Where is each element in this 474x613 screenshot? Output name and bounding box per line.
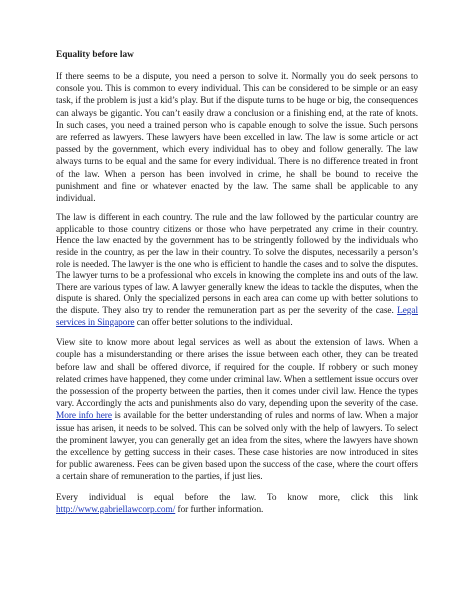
paragraph-4-text: Every individual is equal before the law. To know more, click this link — [56, 492, 418, 503]
document-title: Equality before law — [56, 50, 134, 60]
gabriellawcorp-link[interactable]: http://www.gabriellawcorp.com/ — [56, 504, 176, 515]
paragraph-4-tail: for further information. — [175, 504, 264, 515]
paragraph-2-text: The law is different in each country. The rule and the law followed by the particular country are applicable to those country citizens or those who have perpetrated any crime in their country. Hence the law enacted by the government has to be stringently followed by the individuals who reside in the country, as per the law in their country. To solve the disputes, necessarily a person’s role is needed. The lawyer is the one who is efficient to handle the cases and to solve the disputes. The lawyer turns to be a professional who excels in knowing the complete ins and outs of the law. There are various types of law. A lawyer generally knew the ideas to tackle the disputes, when the dispute is shared. Only the specialized persons in each area can come up with better solutions to the dispute. They also try to render the remuneration part as per the severity of the case. — [56, 213, 418, 316]
legal-services-singapore-link[interactable]: Legal services in Singapore — [56, 305, 418, 328]
paragraph-2 — [56, 213, 418, 329]
paragraph-1: If there seems to be a dispute, you need a person to solve it. Normally you do seek persons to console you. This is common to every individual. This can be considered to be simple or an easy task, if the problem is just a kid’s play. But if the dispute turns to be huge or big, the consequences can always be gigantic. You can’t easily draw a conclusion or a finishing end, at the rate of knots. In such cases, you need a trained person who is capable enough to solve the issue. Such persons are referred as lawyers. These lawyers have been excelled in law. The law is some article or act passed by the government, which every individual has to obey and follow generally. The law always turns to be equal and the same for every individual. There is no difference treated in front of the law. When a person has been involved in crime, he shall be bound to receive the punishment and fine or whatever enacted by the law. The same shall be applicable to any individual. — [56, 72, 418, 205]
paragraph-4 — [56, 492, 418, 516]
paragraph-2-tail: can offer better solutions to the individual. — [134, 317, 293, 328]
paragraph-3-text: View site to know more about legal services as well as about the extension of laws. When a couple has a misunderstanding or there arises the issue between each other, they can be treated before law and shall be offered divorce, if required for the couple. If robbery or such money related crimes have happened, they come under criminal law. When a settlement issue occurs over the possession of the property between the parties, then it comes under civil law. Hence the types vary. Accordingly the acts and punishments also do vary, depending upon the severity of the case. — [56, 338, 418, 410]
more-info-link[interactable]: More info here — [56, 411, 112, 422]
paragraph-3-tail: is available for the better understanding of rules and norms of law. When a major issue has arisen, it needs to be solved. This can be solved only with the help of lawyers. To select the prominent lawyer, you can generally get an idea from the sites, where the lawyers have shown the excellence by getting success in their cases. These case histories are now introduced in sites for public awareness. Fees can be given based upon the success of the case, where the court offers a certain share of remuneration to the parties, if just lies. — [56, 411, 418, 483]
paragraph-3 — [56, 337, 418, 483]
document-page — [56, 50, 418, 524]
